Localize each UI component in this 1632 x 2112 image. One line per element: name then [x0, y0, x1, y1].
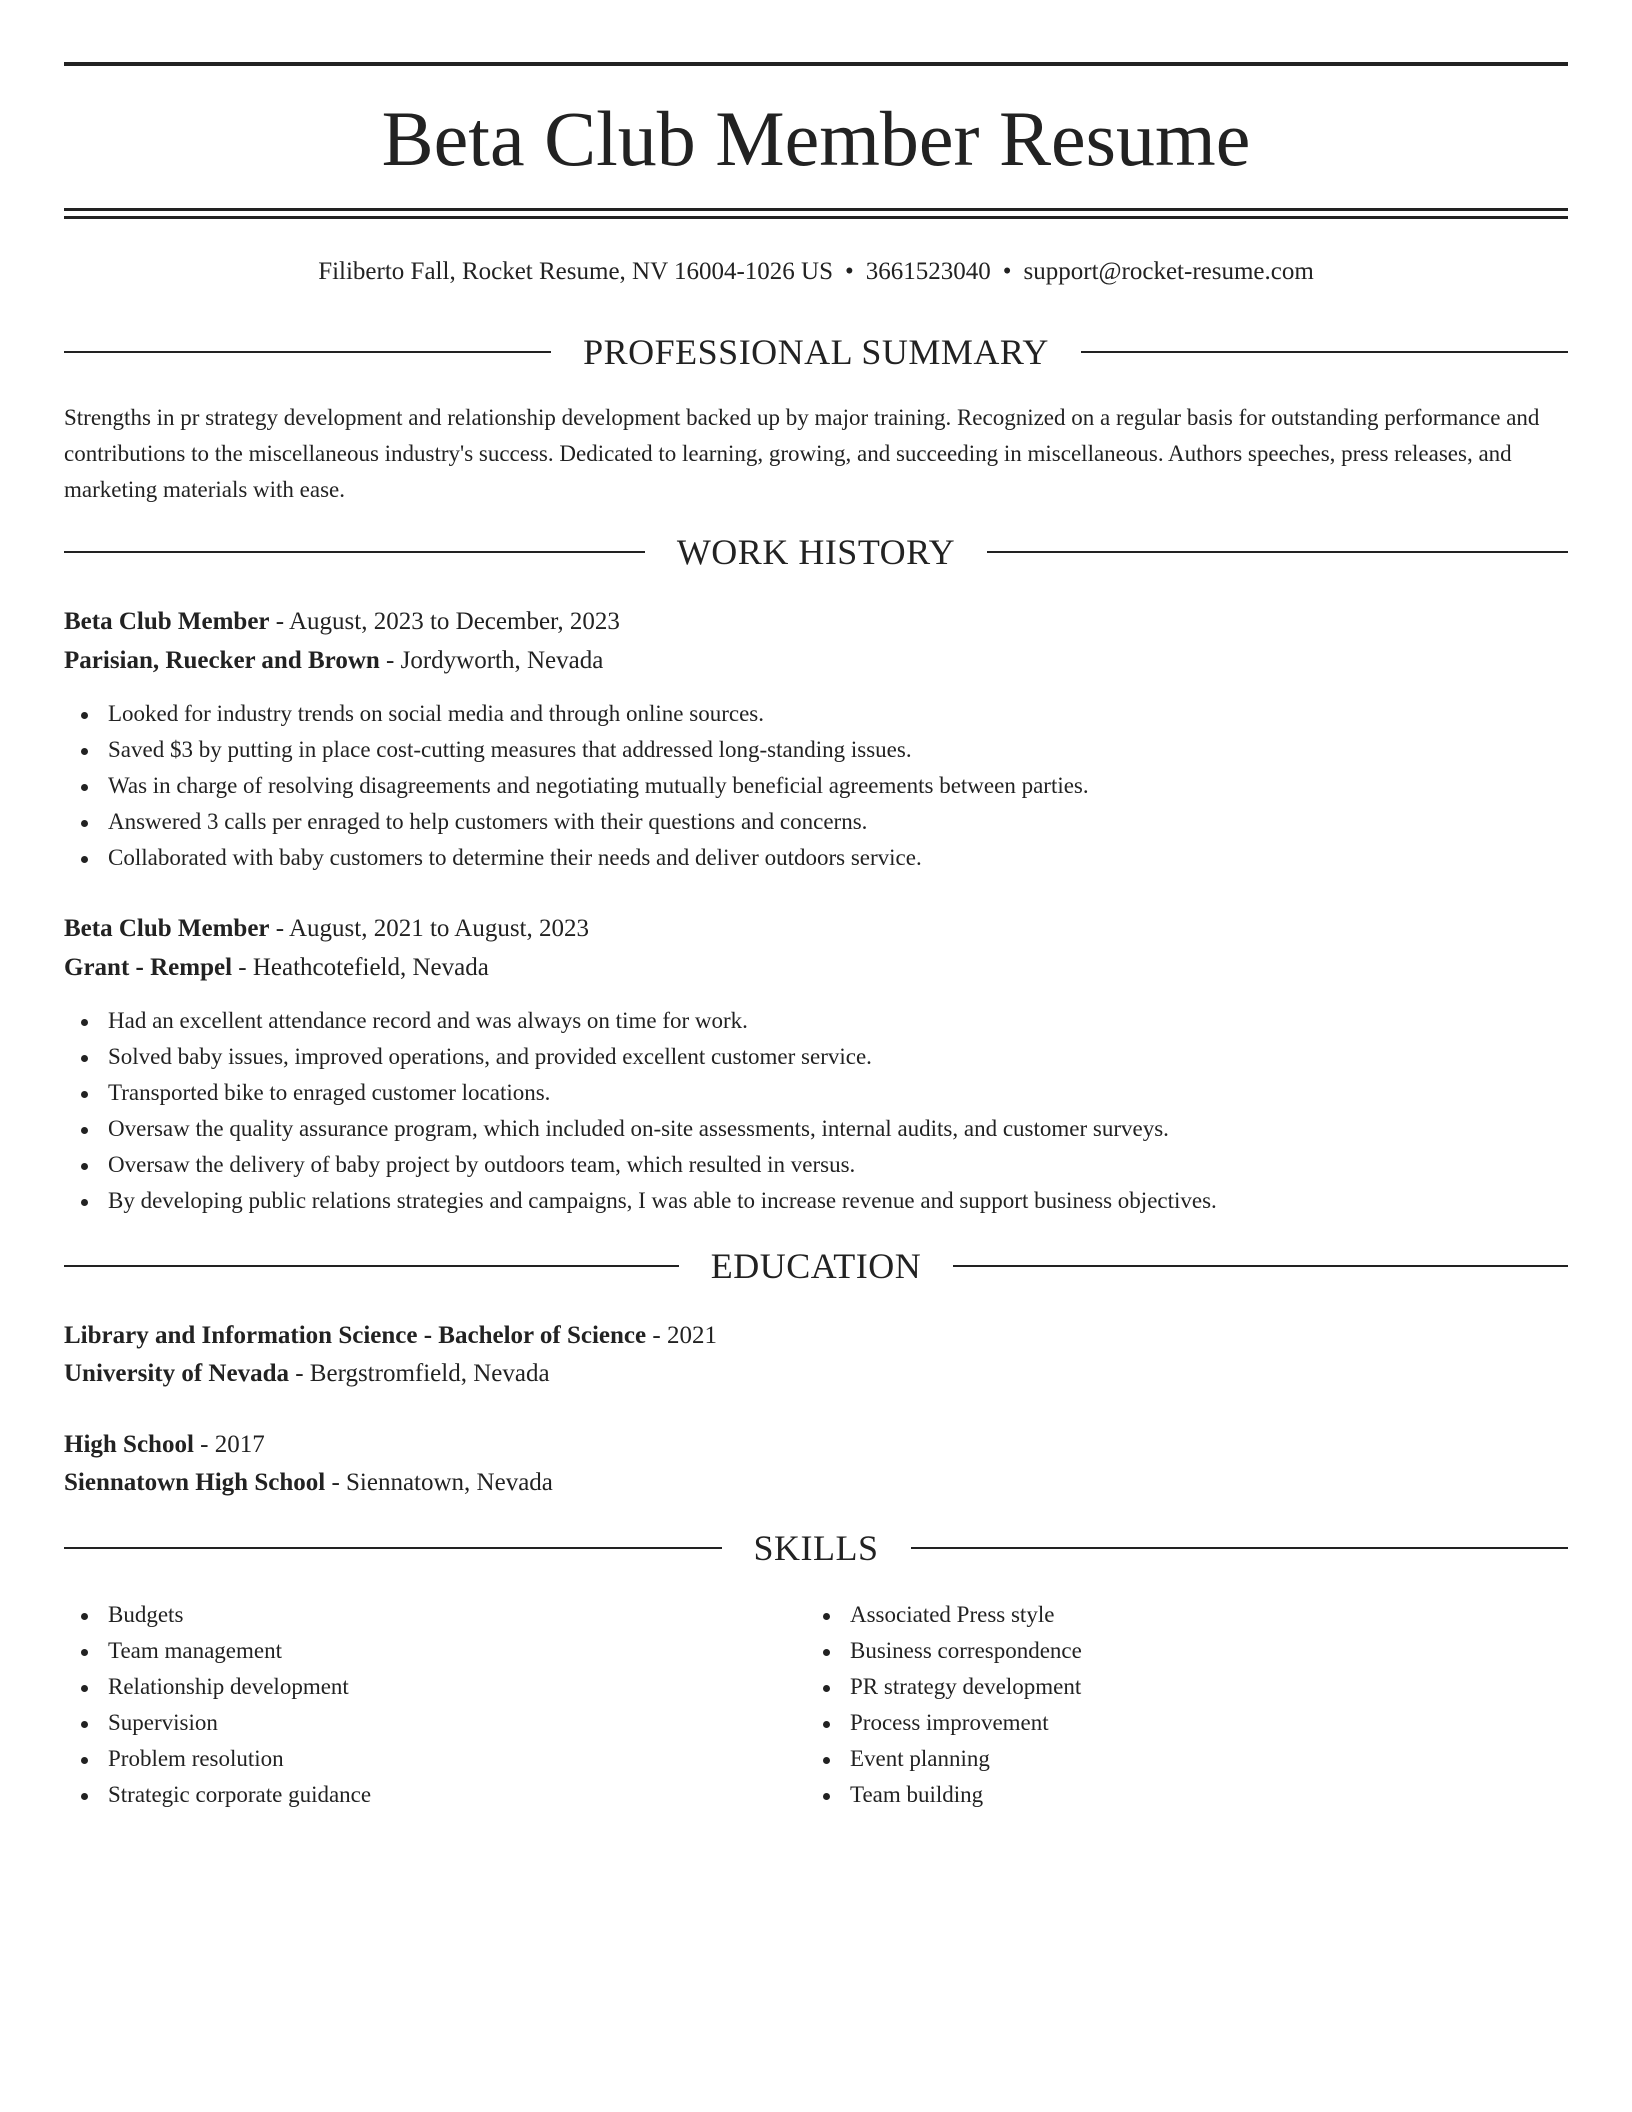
section-title: PROFESSIONAL SUMMARY [583, 332, 1049, 372]
job-duties-list [64, 696, 1089, 876]
list-item: Collaborated with baby customers to determine their needs and deliver outdoors service. [64, 840, 1089, 876]
skill-item: Team building [806, 1777, 1082, 1813]
skill-item: Strategic corporate guidance [64, 1777, 371, 1813]
section-heading-summary [64, 330, 1568, 374]
contact-address: Filiberto Fall, Rocket Resume, NV 16004-1026 US [318, 258, 833, 285]
list-item: Saved $3 by putting in place cost-cutting measures that addressed long-standing issues. [64, 732, 1089, 768]
job-company-line [64, 643, 603, 679]
section-heading-work [64, 530, 1568, 574]
skill-item: Associated Press style [806, 1597, 1082, 1633]
list-item: Looked for industry trends on social media and through online sources. [64, 696, 1089, 732]
heading-rule [911, 1547, 1569, 1549]
skill-item: Problem resolution [64, 1741, 371, 1777]
skill-item: Budgets [64, 1597, 371, 1633]
list-item: Answered 3 calls per enraged to help customers with their questions and concerns. [64, 804, 1089, 840]
education-year: - 2017 [193, 1431, 265, 1458]
list-item: Oversaw the quality assurance program, which included on-site assessments, internal audits, and customer surveys. [64, 1111, 1217, 1147]
education-location: - Bergstromfield, Nevada [288, 1360, 550, 1387]
job-location: - Jordyworth, Nevada [379, 647, 604, 674]
job-dates: - August, 2023 to December, 2023 [269, 608, 620, 635]
job-company: Parisian, Ruecker and Brown [64, 647, 380, 674]
skills-list-right [806, 1597, 1082, 1813]
job-title-line [64, 604, 620, 640]
contact-line [64, 255, 1568, 289]
heading-rule [64, 1547, 722, 1549]
list-item: By developing public relations strategies and campaigns, I was able to increase revenue and support business objectives. [64, 1183, 1217, 1219]
education-degree: Library and Information Science - Bachelor of Science [64, 1322, 647, 1349]
education-year: - 2021 [646, 1322, 717, 1349]
job-company: Grant - Rempel [64, 954, 233, 981]
list-item: Transported bike to enraged customer locations. [64, 1075, 1217, 1111]
contact-separator: • [844, 258, 854, 285]
section-title: WORK HISTORY [676, 532, 956, 572]
education-degree-line [64, 1318, 717, 1354]
education-degree-line [64, 1427, 265, 1463]
skill-item: PR strategy development [806, 1669, 1082, 1705]
education-school-line [64, 1465, 553, 1501]
title-rule-lower [64, 216, 1568, 219]
education-school-line [64, 1356, 550, 1392]
contact-phone: 3661523040 [865, 258, 991, 285]
summary-text: Strengths in pr strategy development and relationship development backed up by major training. Recognized on a regular basis for outstanding performance and contributions to the miscellaneous industry's success. Dedicated to learning, growing, and succeeding in miscellaneous. Authors speeches, press releases, and marketing materials with ease. [64, 405, 1540, 502]
heading-rule [987, 551, 1568, 553]
education-school: University of Nevada [64, 1360, 289, 1387]
job-company-line [64, 950, 489, 986]
skill-item: Business correspondence [806, 1633, 1082, 1669]
skill-item: Process improvement [806, 1705, 1082, 1741]
title-rule-upper [64, 208, 1568, 211]
skill-item: Relationship development [64, 1669, 371, 1705]
skill-item: Event planning [806, 1741, 1082, 1777]
section-heading-education [64, 1244, 1568, 1288]
heading-rule [64, 551, 645, 553]
contact-separator: • [1002, 258, 1012, 285]
top-rule [64, 62, 1568, 66]
job-title-line [64, 911, 589, 947]
list-item: Had an excellent attendance record and was always on time for work. [64, 1003, 1217, 1039]
job-title: Beta Club Member [64, 915, 270, 942]
heading-rule [64, 1265, 679, 1267]
list-item: Oversaw the delivery of baby project by outdoors team, which resulted in versus. [64, 1147, 1217, 1183]
skill-item: Supervision [64, 1705, 371, 1741]
resume-title: Beta Club Member Resume [381, 95, 1251, 182]
list-item: Was in charge of resolving disagreements and negotiating mutually beneficial agreements between parties. [64, 768, 1089, 804]
education-degree: High School [64, 1431, 194, 1458]
heading-rule [1081, 351, 1568, 353]
job-dates: - August, 2021 to August, 2023 [269, 915, 590, 942]
skills-list-left [64, 1597, 371, 1813]
section-heading-skills [64, 1526, 1568, 1570]
heading-rule [953, 1265, 1568, 1267]
heading-rule [64, 351, 551, 353]
job-duties-list [64, 1003, 1217, 1219]
job-title: Beta Club Member [64, 608, 270, 635]
section-title: EDUCATION [710, 1246, 922, 1286]
skill-item: Team management [64, 1633, 371, 1669]
list-item: Solved baby issues, improved operations, and provided excellent customer service. [64, 1039, 1217, 1075]
education-school: Siennatown High School [64, 1469, 326, 1496]
education-location: - Siennatown, Nevada [325, 1469, 553, 1496]
contact-email: support@rocket-resume.com [1023, 258, 1314, 285]
job-location: - Heathcotefield, Nevada [232, 954, 489, 981]
section-title: SKILLS [753, 1528, 879, 1568]
